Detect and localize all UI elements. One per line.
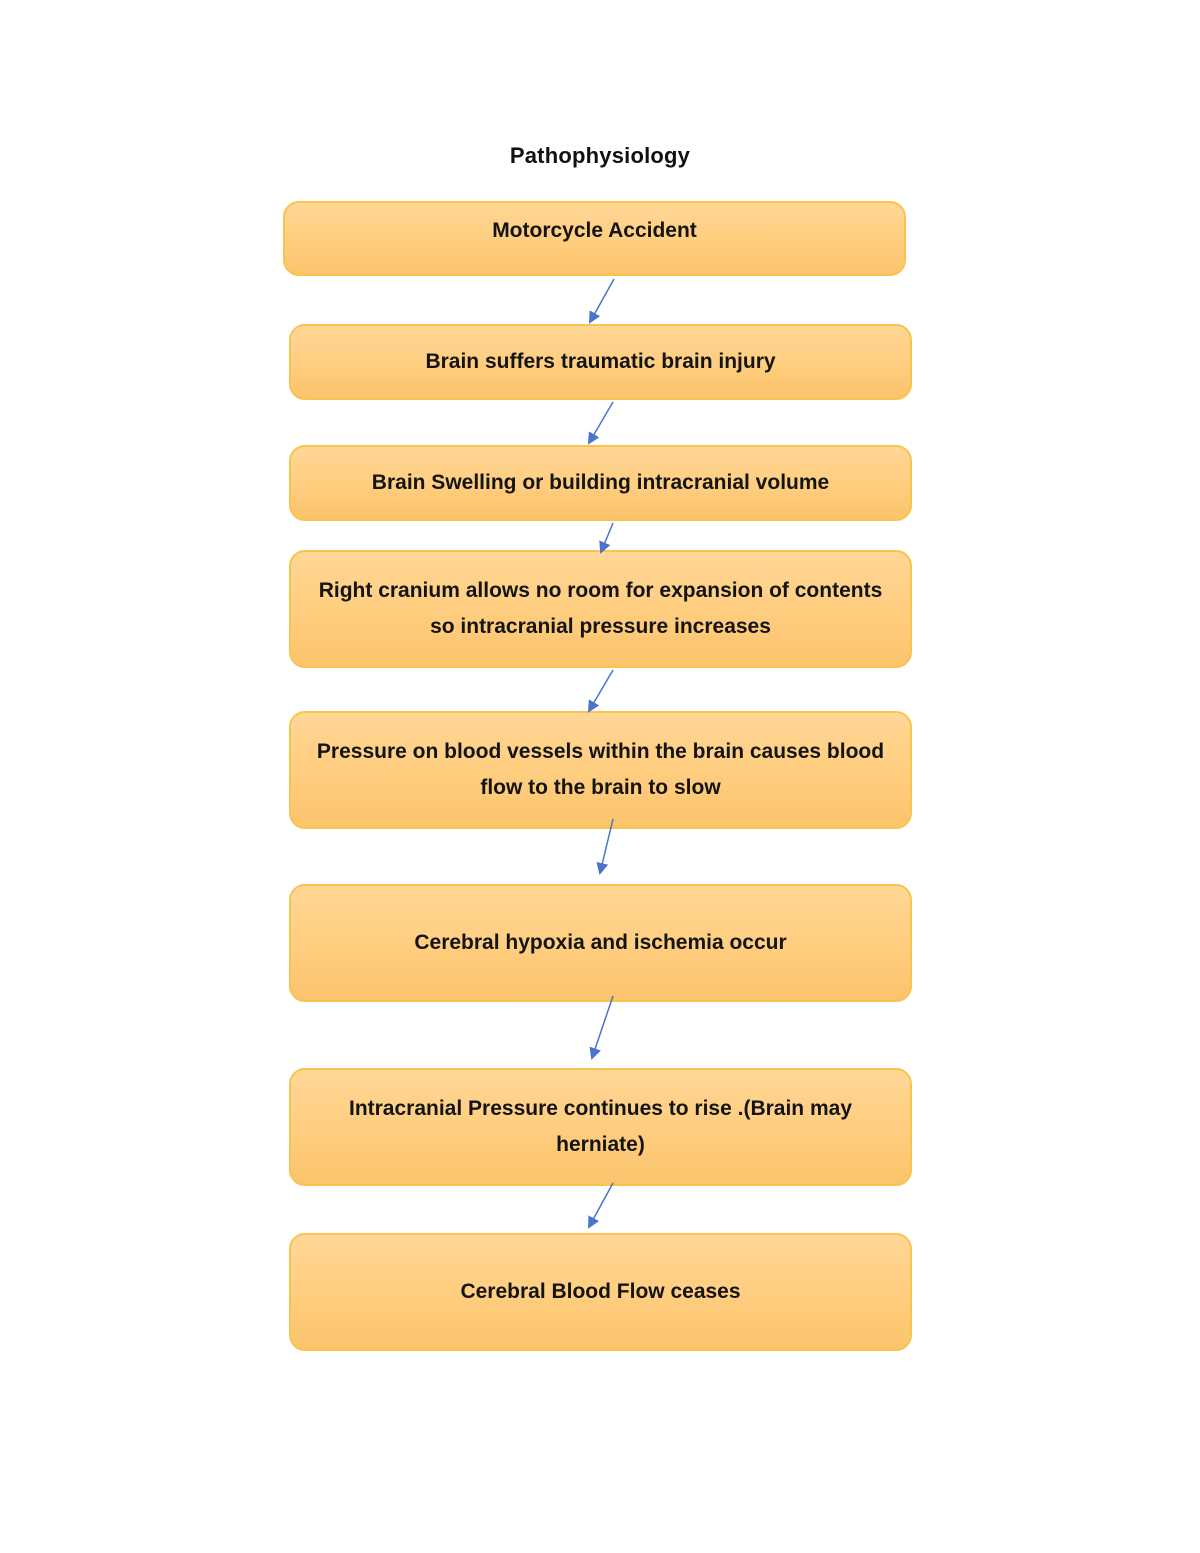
diagram-title: Pathophysiology [509, 143, 691, 168]
arrow-2 [589, 402, 613, 443]
arrow-4 [589, 670, 613, 711]
step-label: Cerebral Blood Flow ceases [460, 1280, 741, 1303]
arrow-3 [601, 523, 613, 552]
arrow-5 [600, 819, 613, 873]
arrow-1 [590, 279, 614, 322]
step-label: Pressure on blood vessels within the brain causes blood flow to the brain to slow [316, 740, 885, 799]
step-label: Cerebral hypoxia and ischemia occur [414, 931, 787, 954]
step-label: Brain suffers traumatic brain injury [425, 350, 776, 373]
step-label: Motorcycle Accident [492, 218, 697, 242]
step-label: Right cranium allows no room for expansion of contents so intracranial pressure increases [318, 579, 883, 638]
arrow-6 [592, 996, 613, 1058]
step-label: Intracranial Pressure continues to rise .(Brain may herniate) [348, 1097, 852, 1156]
step-label: Brain Swelling or building intracranial volume [371, 471, 830, 494]
arrow-7 [589, 1183, 613, 1227]
